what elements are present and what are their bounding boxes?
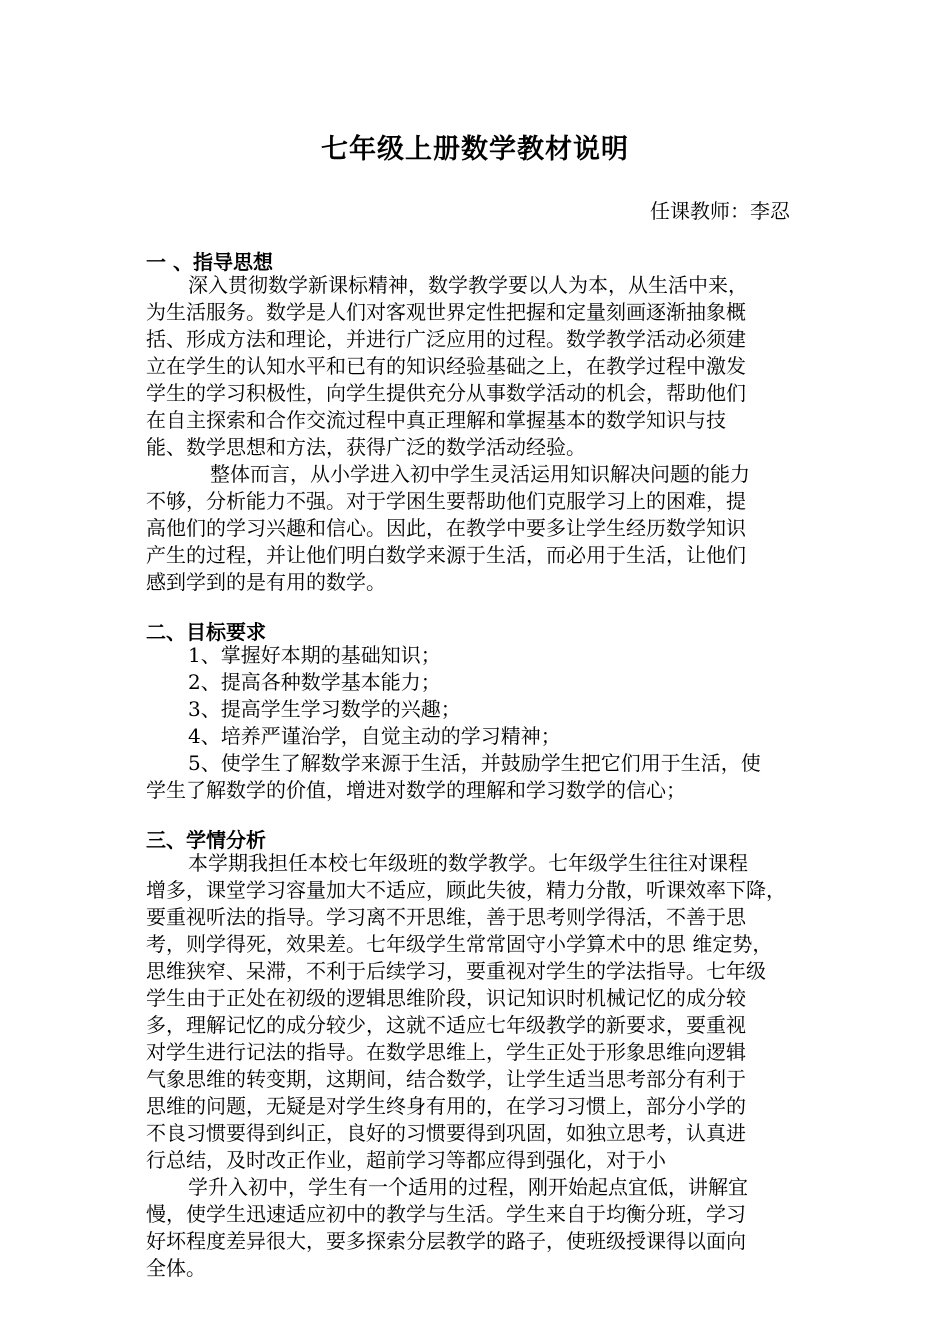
paragraph-line: 考，则学得死，效果差。七年级学生常常固守小学算术中的思 维定势， [146,932,773,956]
paragraph-line: 不良习惯要得到纠正，良好的习惯要得到巩固，如独立思考，认真进 [146,1121,746,1145]
paragraph-line: 气象思维的转变期，这期间，结合数学，让学生适当思考部分有利于 [146,1067,746,1091]
paragraph-line: 感到学到的是有用的数学。 [146,570,386,594]
paragraph-line: 慢，使学生迅速适应初中的教学与生活。学生来自于均衡分班，学习 [146,1202,746,1226]
paragraph-line: 要重视听法的指导。学习离不开思维，善于思考则学得活，不善于思 [146,905,746,929]
paragraph-line: 括、形成方法和理论，并进行广泛应用的过程。数学教学活动必须建 [146,327,746,351]
list-item: 1、掌握好本期的基础知识； [188,643,441,667]
paragraph-line: 本学期我担任本校七年级班的数学教学。七年级学生往往对课程 [188,851,748,875]
paragraph-line: 对学生进行记法的指导。在数学思维上，学生正处于形象思维向逻辑 [146,1040,746,1064]
teacher-name: 任课教师：李忍 [650,199,790,223]
section-heading-student-analysis: 三、学情分析 [146,828,266,852]
document-title: 七年级上册数学教材说明 [321,134,629,165]
list-item: 3、提高学生学习数学的兴趣； [188,697,461,721]
paragraph-line: 整体而言，从小学进入初中学生灵活运用知识解决问题的能力 [210,462,750,486]
section-heading-goals: 二、目标要求 [146,620,266,644]
paragraph-line: 思维的问题，无疑是对学生终身有用的，在学习习惯上，部分小学的 [146,1094,746,1118]
paragraph-line: 学升入初中，学生有一个适用的过程，刚开始起点宜低，讲解宜 [188,1175,748,1199]
paragraph-line: 全体。 [146,1256,206,1280]
list-item: 5、使学生了解数学来源于生活，并鼓励学生把它们用于生活，使 [188,751,761,775]
paragraph-line: 深入贯彻数学新课标精神，数学教学要以人为本，从生活中来， [188,273,748,297]
list-item: 学生了解数学的价值，增进对数学的理解和学习数学的信心； [146,778,686,802]
paragraph-line: 增多，课堂学习容量加大不适应，顾此失彼，精力分散，听课效率下降， [146,878,786,902]
paragraph-line: 好坏程度差异很大，要多探索分层教学的路子，使班级授课得以面向 [146,1229,746,1253]
paragraph-line: 在自主探索和合作交流过程中真正理解和掌握基本的数学知识与技 [146,408,726,432]
list-item: 2、提高各种数学基本能力； [188,670,441,694]
paragraph-line: 为生活服务。数学是人们对客观世界定性把握和定量刻画逐渐抽象概 [146,300,746,324]
paragraph-line: 学生由于正处在初级的逻辑思维阶段，识记知识时机械记忆的成分较 [146,986,746,1010]
paragraph-line: 学生的学习积极性，向学生提供充分从事数学活动的机会，帮助他们 [146,381,746,405]
paragraph-line: 行总结，及时改正作业，超前学习等都应得到强化，对于小 [146,1148,666,1172]
paragraph-line: 立在学生的认知水平和已有的知识经验基础之上，在教学过程中激发 [146,354,746,378]
paragraph-line: 不够，分析能力不强。对于学困生要帮助他们克服学习上的困难，提 [146,489,746,513]
paragraph-line: 产生的过程，并让他们明白数学来源于生活，而必用于生活，让他们 [146,543,746,567]
list-item: 4、培养严谨治学，自觉主动的学习精神； [188,724,561,748]
paragraph-line: 高他们的学习兴趣和信心。因此，在教学中要多让学生经历数学知识 [146,516,746,540]
paragraph-line: 思维狭窄、呆滞，不利于后续学习，要重视对学生的学法指导。七年级 [146,959,766,983]
section-heading-guiding-ideas: 一 、指导思想 [146,250,273,274]
paragraph-line: 多，理解记忆的成分较少，这就不适应七年级教学的新要求，要重视 [146,1013,746,1037]
paragraph-line: 能、数学思想和方法，获得广泛的数学活动经验。 [146,435,586,459]
